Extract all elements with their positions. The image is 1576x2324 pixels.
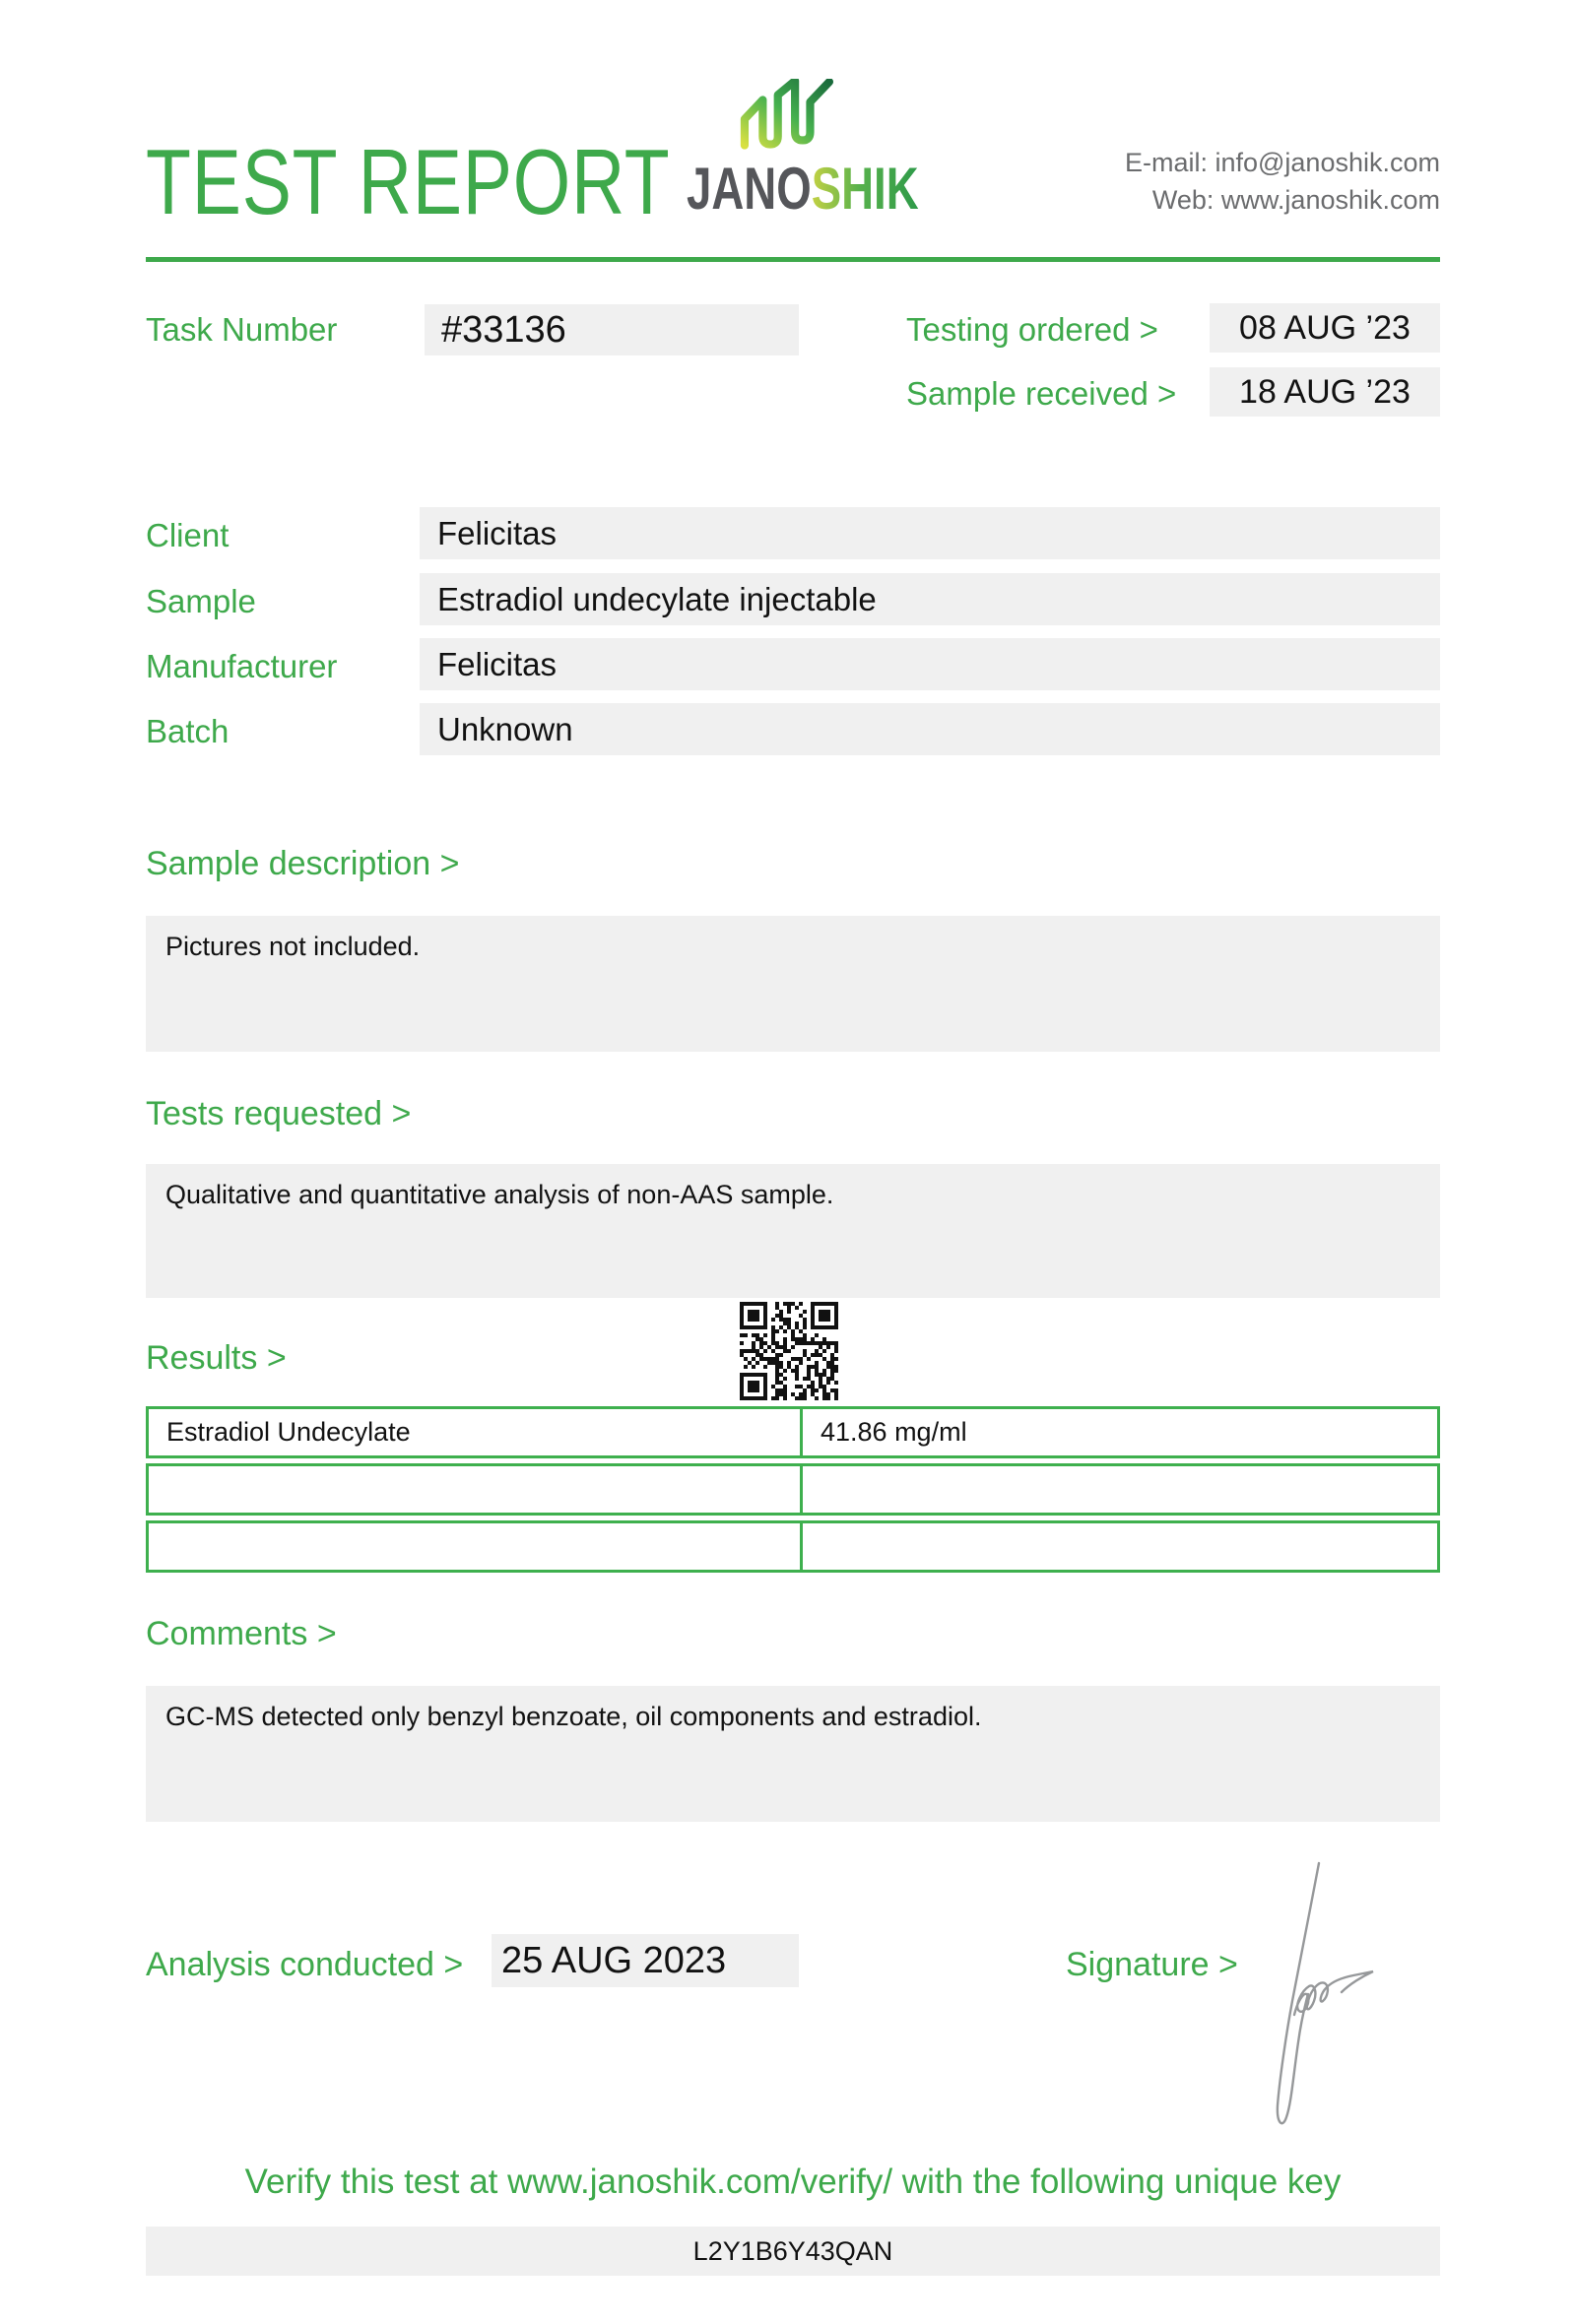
qr-code [740, 1302, 838, 1400]
contact-info [1125, 144, 1440, 219]
sample-description-box [146, 916, 1440, 1052]
analysis-date-box [492, 1934, 799, 1987]
results-heading: Results > [146, 1339, 287, 1377]
table-row [146, 1520, 1440, 1573]
result-name [149, 1466, 800, 1513]
brand-wordmark [687, 156, 919, 222]
page-title: TEST REPORT [146, 130, 671, 233]
tests-requested-box [146, 1164, 1440, 1298]
detail-label-manufacturer: Manufacturer [146, 648, 338, 684]
table-row [146, 1463, 1440, 1516]
table-row [146, 1406, 1440, 1458]
signature-image [1251, 1832, 1468, 2147]
detail-row-client [420, 507, 1440, 559]
sample-description-text: Pictures not included. [165, 932, 421, 961]
task-number-value: #33136 [441, 309, 566, 351]
task-number-label: Task Number [146, 311, 338, 348]
detail-value-client: Felicitas [437, 515, 558, 551]
task-number-box [425, 304, 799, 355]
verify-key: L2Y1B6Y43QAN [692, 2236, 893, 2266]
result-value [800, 1523, 1437, 1570]
tests-requested-text: Qualitative and quantitative analysis of non-AAS sample. [165, 1180, 834, 1209]
header-rule [146, 257, 1440, 262]
result-name [149, 1523, 800, 1570]
comments-heading: Comments > [146, 1615, 337, 1652]
analysis-conducted-label: Analysis conducted > [146, 1946, 464, 1983]
sample-received-label: Sample received > [906, 375, 1177, 412]
signature-label: Signature > [1066, 1946, 1238, 1983]
detail-label-batch: Batch [146, 713, 230, 749]
web-line: Web: www.janoshik.com [1151, 185, 1440, 215]
tests-requested-heading: Tests requested > [146, 1095, 412, 1132]
detail-label-client: Client [146, 517, 230, 553]
verify-key-box [146, 2227, 1440, 2276]
email-line: E-mail: info@janoshik.com [1124, 148, 1440, 177]
detail-row-batch [420, 703, 1440, 755]
brand-chart-icon [739, 79, 841, 163]
sample-received-value: 18 AUG ’23 [1210, 367, 1440, 417]
testing-ordered-label: Testing ordered > [906, 311, 1158, 348]
brand-wordmark-left: JANO [687, 156, 812, 222]
result-name: Estradiol Undecylate [166, 1417, 411, 1447]
detail-row-manufacturer [420, 638, 1440, 690]
detail-value-sample: Estradiol undecylate injectable [437, 581, 877, 617]
result-value: 41.86 mg/ml [800, 1409, 1437, 1455]
verify-text: Verify this test at www.janoshik.com/verify/ with the following unique key [244, 2163, 1342, 2201]
analysis-date: 25 AUG 2023 [501, 1940, 727, 1981]
detail-value-manufacturer: Felicitas [437, 646, 558, 682]
result-value [800, 1466, 1437, 1513]
testing-ordered-value: 08 AUG ’23 [1210, 303, 1440, 353]
detail-value-batch: Unknown [437, 711, 573, 747]
sample-description-heading: Sample description > [146, 845, 460, 882]
detail-label-sample: Sample [146, 583, 256, 619]
detail-row-sample [420, 573, 1440, 625]
comments-text: GC-MS detected only benzyl benzoate, oil components and estradiol. [165, 1702, 982, 1731]
comments-box [146, 1686, 1440, 1822]
brand-wordmark-right: SHIK [811, 156, 919, 222]
